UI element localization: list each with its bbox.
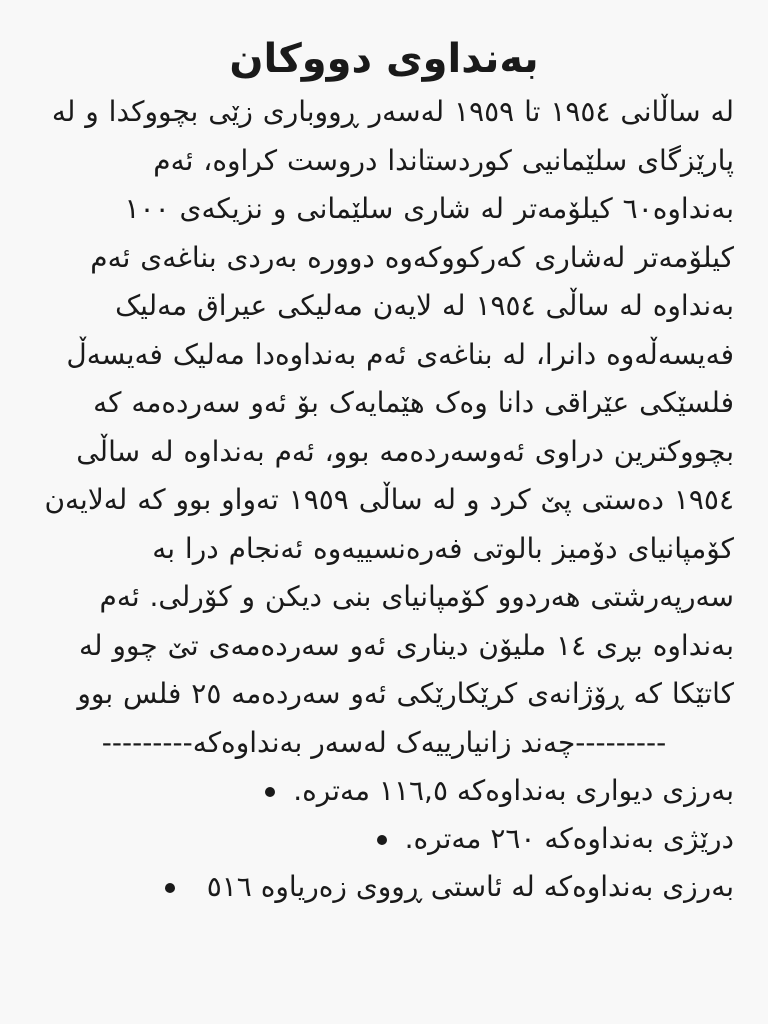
- facts-list: [34, 767, 734, 911]
- bullet-icon: [265, 787, 275, 797]
- bullet-icon: [377, 835, 387, 845]
- fact-text: بەرزی دیواری بەنداوەکە ١١٦,٥ مەترە.: [293, 773, 734, 807]
- body-paragraph: لە ساڵانی ١٩٥٤ تا ١٩٥٩ لەسەر ڕووباری زێی بچووکدا و لە پارێزگای سلێمانیی کوردستاندا دروست کراوە، ئەم بەنداوە٦٠ کیلۆمەتر لە شاری سلێمانی و نزیکەی ١٠٠ کیلۆمەتر لەشاری کەرکووکەوە دوورە بەردی بناغەی ئەم بەنداوە لە ساڵی ١٩٥٤ لە لایەن مەلیکی عیراق مەلیک فەیسەڵەوە دانرا، لە بناغەی ئەم بەنداوەدا مەلیک فەیسەڵ فلسێکی عێراقی دانا وەک هێمایەک بۆ ئەو سەردەمە کە بچووکترین دراوی ئەوسەردەمە بوو، ئەم بەنداوە لە ساڵی ١٩٥٤ دەستی پێ کرد و لە ساڵی ١٩٥٩ تەواو بوو کە لەلایەن کۆمپانیای دۆمیز بالوتی فەرەنسییەوە ئەنجام درا بە سەرپەرشتی هەردوو کۆمپانیای بنی دیکن و کۆرلی. ئەم بەنداوە بڕی ١٤ ملیۆن دیناری ئەو سەردەمەی تێ چوو لە کاتێکا کە ڕۆژانەی کرێکارێکی ئەو سەردەمە ٢٥ فلس بوو: [44, 95, 734, 710]
- list-item: [34, 863, 734, 911]
- list-item: [34, 815, 734, 863]
- fact-text: بەرزی بەنداوەکە لە ئاستی ڕووی زەریاوە ٥١٦: [206, 869, 734, 903]
- section-divider: ---------چەند زانیارییەک لەسەر بەنداوەکە---------: [101, 725, 667, 759]
- fact-text: درێژی بەنداوەکە ٢٦٠ مەترە.: [404, 821, 734, 855]
- bullet-icon: [165, 883, 175, 893]
- document-title: بەنداوی دووکان: [229, 36, 539, 82]
- list-item: [34, 767, 734, 815]
